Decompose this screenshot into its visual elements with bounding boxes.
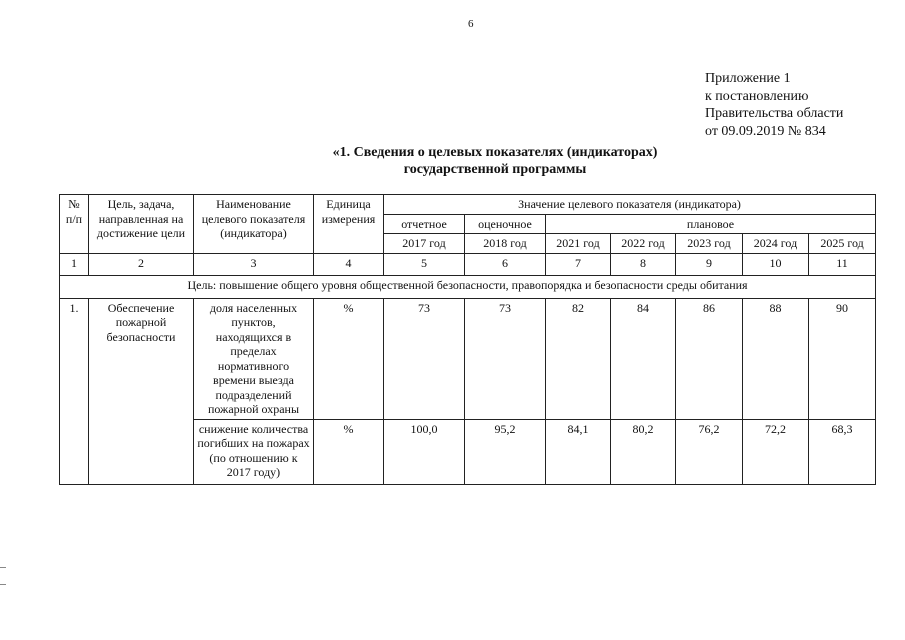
row-value: 72,2 xyxy=(743,419,809,484)
column-number: 10 xyxy=(743,253,809,275)
header-reported: отчетное xyxy=(384,214,465,234)
row-value: 88 xyxy=(743,298,809,419)
column-numbers-row xyxy=(60,253,876,275)
title-line: «1. Сведения о целевых показателях (индикаторах) xyxy=(332,145,658,160)
header-estimated: оценочное xyxy=(465,214,546,234)
column-number: 7 xyxy=(546,253,611,275)
row-goal: Обеспечение пожарной безопасности xyxy=(89,298,194,484)
appendix-block xyxy=(705,70,843,140)
goal-row xyxy=(60,275,876,298)
row-value: 73 xyxy=(384,298,465,419)
header-goal: Цель, задача, направленная на достижение цели xyxy=(89,195,194,254)
row-value: 80,2 xyxy=(611,419,676,484)
row-value: 84 xyxy=(611,298,676,419)
column-number: 6 xyxy=(465,253,546,275)
header-year: 2017 год xyxy=(384,234,465,254)
row-value: 100,0 xyxy=(384,419,465,484)
row-value: 95,2 xyxy=(465,419,546,484)
header-year: 2021 год xyxy=(546,234,611,254)
margin-mark xyxy=(0,567,6,568)
row-indicator: доля населенных пунктов, находящихся в пределах нормативного времени выезда подразделений пожарной охраны xyxy=(194,298,314,419)
row-indicator: снижение количества погибших на пожарах (по отношению к 2017 году) xyxy=(194,419,314,484)
row-value: 76,2 xyxy=(676,419,743,484)
header-indicator: Наименование целевого показателя (индикатора) xyxy=(194,195,314,254)
header-year: 2022 год xyxy=(611,234,676,254)
column-number: 5 xyxy=(384,253,465,275)
table-row xyxy=(60,298,876,419)
column-number: 2 xyxy=(89,253,194,275)
column-number: 11 xyxy=(809,253,876,275)
column-number: 1 xyxy=(60,253,89,275)
margin-mark xyxy=(0,584,6,585)
row-unit: % xyxy=(314,298,384,419)
column-number: 9 xyxy=(676,253,743,275)
appendix-line: Приложение 1 xyxy=(705,71,791,86)
goal-text: Цель: повышение общего уровня общественной безопасности, правопорядка и безопасности среды обитания xyxy=(60,275,876,298)
column-number: 4 xyxy=(314,253,384,275)
document-title xyxy=(260,144,730,178)
row-value: 68,3 xyxy=(809,419,876,484)
header-year: 2023 год xyxy=(676,234,743,254)
appendix-line: к постановлению xyxy=(705,88,809,104)
header-planned: плановое xyxy=(546,214,876,234)
header-unit: Единица измерения xyxy=(314,195,384,254)
appendix-line: от 09.09.2019 № 834 xyxy=(705,123,826,139)
header-year: 2024 год xyxy=(743,234,809,254)
header-value: Значение целевого показателя (индикатора) xyxy=(384,195,876,215)
indicators-table xyxy=(59,194,876,485)
header-year: 2025 год xyxy=(809,234,876,254)
row-value: 90 xyxy=(809,298,876,419)
title-line: государственной программы xyxy=(403,162,587,177)
row-number: 1. xyxy=(60,298,89,484)
row-value: 82 xyxy=(546,298,611,419)
page-number: 6 xyxy=(468,18,474,30)
row-value: 84,1 xyxy=(546,419,611,484)
row-value: 73 xyxy=(465,298,546,419)
header-num: № п/п xyxy=(60,195,89,254)
column-number: 8 xyxy=(611,253,676,275)
column-number: 3 xyxy=(194,253,314,275)
row-value: 86 xyxy=(676,298,743,419)
header-year: 2018 год xyxy=(465,234,546,254)
appendix-line: Правительства области xyxy=(705,106,844,121)
row-unit: % xyxy=(314,419,384,484)
